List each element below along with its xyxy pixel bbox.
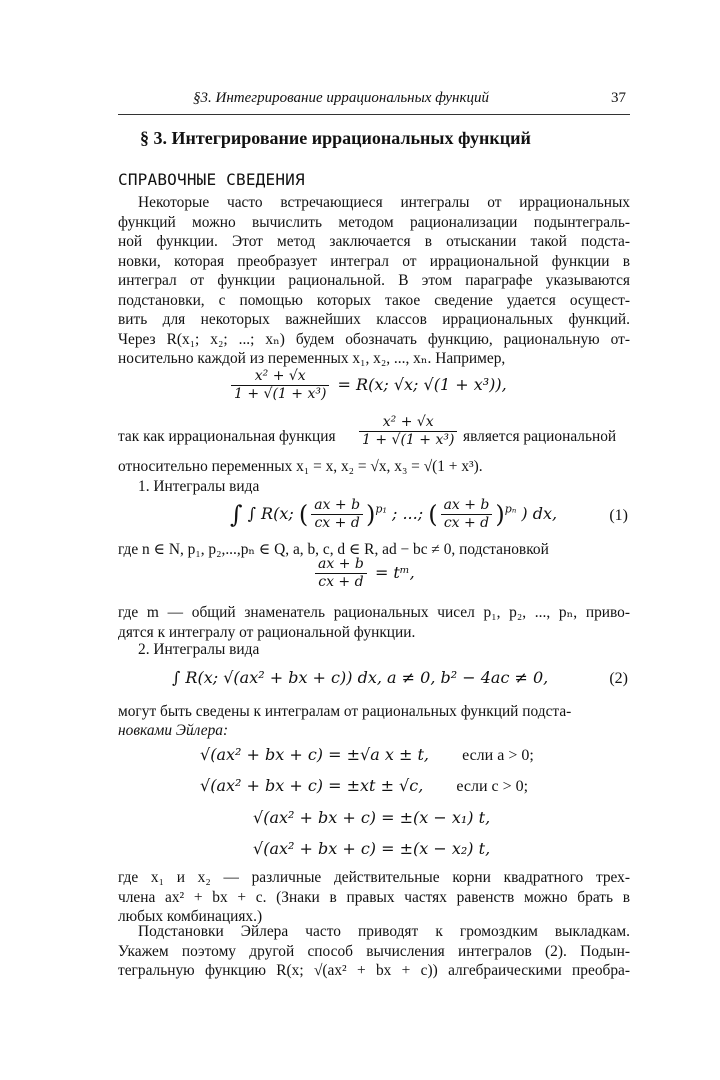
euler-substitution (200, 776, 528, 796)
text-line: относительно переменных x₁ = x, x₂ = √x, x₃ = √(1 + x³). (118, 458, 483, 475)
euler-lhs: √(ax² + bx + c) = ±√a x ± t, (200, 745, 429, 764)
running-header (118, 90, 630, 112)
fraction (231, 368, 329, 403)
formula-example (228, 368, 507, 403)
text-line: является рациональной (463, 428, 617, 445)
fraction-denominator: cx + d (443, 515, 490, 531)
paren: ( (428, 500, 438, 529)
text-line: ной функции. Этот метод заключается в отыскании такой подста- (118, 233, 630, 250)
inline-fraction (356, 414, 460, 449)
paren: ) (366, 500, 376, 529)
formula-mid: ; ...; (391, 504, 429, 523)
section-title: § 3. Интегрирование иррациональных функций (140, 128, 531, 148)
text-line: подстановки, с помощью которых такое сведение удается осущест- (118, 291, 630, 309)
euler-substitution (253, 839, 490, 858)
euler-lhs: √(ax² + bx + c) = ±(x − x₁) t, (253, 808, 491, 827)
text-line: дятся к интегралу от рациональной функции. (118, 623, 416, 641)
fraction (359, 414, 457, 449)
paragraph-6 (118, 922, 630, 981)
euler-condition: если c > 0; (456, 778, 529, 795)
paren: ) (495, 500, 505, 529)
text-line: тегральную функцию R(x; √(ax² + bx + c)) алгебраическими преобра- (118, 962, 630, 979)
fraction-numerator: x² + √x (359, 414, 457, 432)
text-line: любых комбинациях.) (118, 908, 263, 925)
running-title: §3. Интегрирование иррациональных функций (193, 90, 489, 106)
text-line: новками Эйлера: (118, 722, 229, 739)
formula-lead: ∫ R(x; (247, 504, 299, 523)
integral-sign: ∫ (230, 500, 243, 529)
text-line: носительно каждой из переменных x₁, x₂, ..., xₙ. Например, (118, 350, 506, 367)
fraction-denominator: 1 + √(1 + x³) (362, 432, 455, 448)
euler-substitution (200, 745, 534, 765)
text-line: члена ax² + bx + c. (Знаки в правых частях равенств можно брать в (118, 888, 630, 906)
text-line: новки, которая преобразует интеграл от иррациональной функции в (118, 252, 630, 270)
equation-number: (1) (609, 507, 628, 524)
fraction-denominator: 1 + √(1 + x³) (234, 386, 327, 402)
equation-number: (2) (609, 670, 628, 687)
fraction-denominator: cx + d (314, 515, 360, 531)
item-title: 2. Интегралы вида (138, 641, 260, 658)
formula-tail: ) dx, (521, 504, 558, 523)
euler-lhs: √(ax² + bx + c) = ±(x − x₂) t, (253, 839, 491, 858)
fraction (441, 497, 493, 532)
paragraph-3 (118, 603, 630, 642)
text-line: Укажем поэтому другой способ вычисления интегралов (2). Подын- (118, 942, 630, 960)
item-title: 1. Интегралы вида (138, 478, 260, 495)
fraction (315, 556, 367, 591)
euler-substitution (253, 808, 490, 827)
subsection-title: СПРАВОЧНЫЕ СВЕДЕНИЯ (118, 170, 305, 189)
fraction-denominator: cx + d (318, 574, 364, 590)
formula-rhs: = R(x; √x; √(1 + x³)), (337, 375, 507, 394)
formula-rhs: = tᵐ, (374, 563, 415, 582)
text-line: так как иррациональная функция (118, 428, 336, 445)
text-line: где x₁ и x₂ — различные действительные корни квадратного трех- (118, 869, 630, 886)
header-rule (118, 114, 630, 115)
exponent: pₙ (504, 502, 517, 516)
paragraph-intro (118, 193, 630, 369)
fraction-numerator: ax + b (441, 497, 493, 515)
fraction-numerator: x² + √x (231, 368, 329, 386)
text-line: интеграл от функции рациональной. В этом параграфе указываются (118, 272, 630, 289)
exponent: p₁ (375, 502, 387, 516)
text-line: где m — общий знаменатель рациональных чисел p₁, p₂, ..., pₙ, приво- (118, 604, 630, 621)
text-line: где n ∈ N, p₁, p₂,...,pₙ ∈ Q, a, b, c, d ∈ R, ad − bc ≠ 0, подстановкой (118, 541, 549, 558)
text-line: Через R(x₁; x₂; ...; xₙ) будем обозначать функцию, рациональную от- (118, 330, 630, 348)
text-line: Некоторые часто встречающиеся интегралы от иррациональных (138, 194, 630, 211)
text-line: функций можно вычислить методом рационализации подынтеграль- (118, 213, 630, 231)
substitution-1 (312, 556, 415, 591)
euler-condition: если a > 0; (462, 747, 534, 764)
page-number: 37 (611, 90, 626, 106)
fraction-numerator: ax + b (315, 556, 367, 574)
fraction-numerator: ax + b (311, 497, 363, 515)
text-line: Подстановки Эйлера часто приводят к громоздким выкладкам. (138, 923, 630, 940)
fraction (311, 497, 363, 532)
paragraph-5 (118, 868, 630, 927)
text-line: могут быть сведены к интегралам от рациональных функций подста- (118, 703, 572, 720)
paren: ( (298, 500, 309, 529)
text-line: вить для некоторых важнейших классов иррациональных функций. (118, 311, 630, 328)
formula-2: ∫ R(x; √(ax² + bx + c)) dx, a ≠ 0, b² − 4ac ≠ 0, (172, 668, 549, 687)
euler-lhs: √(ax² + bx + c) = ±xt ± √c, (200, 776, 424, 795)
formula-1 (230, 497, 557, 532)
